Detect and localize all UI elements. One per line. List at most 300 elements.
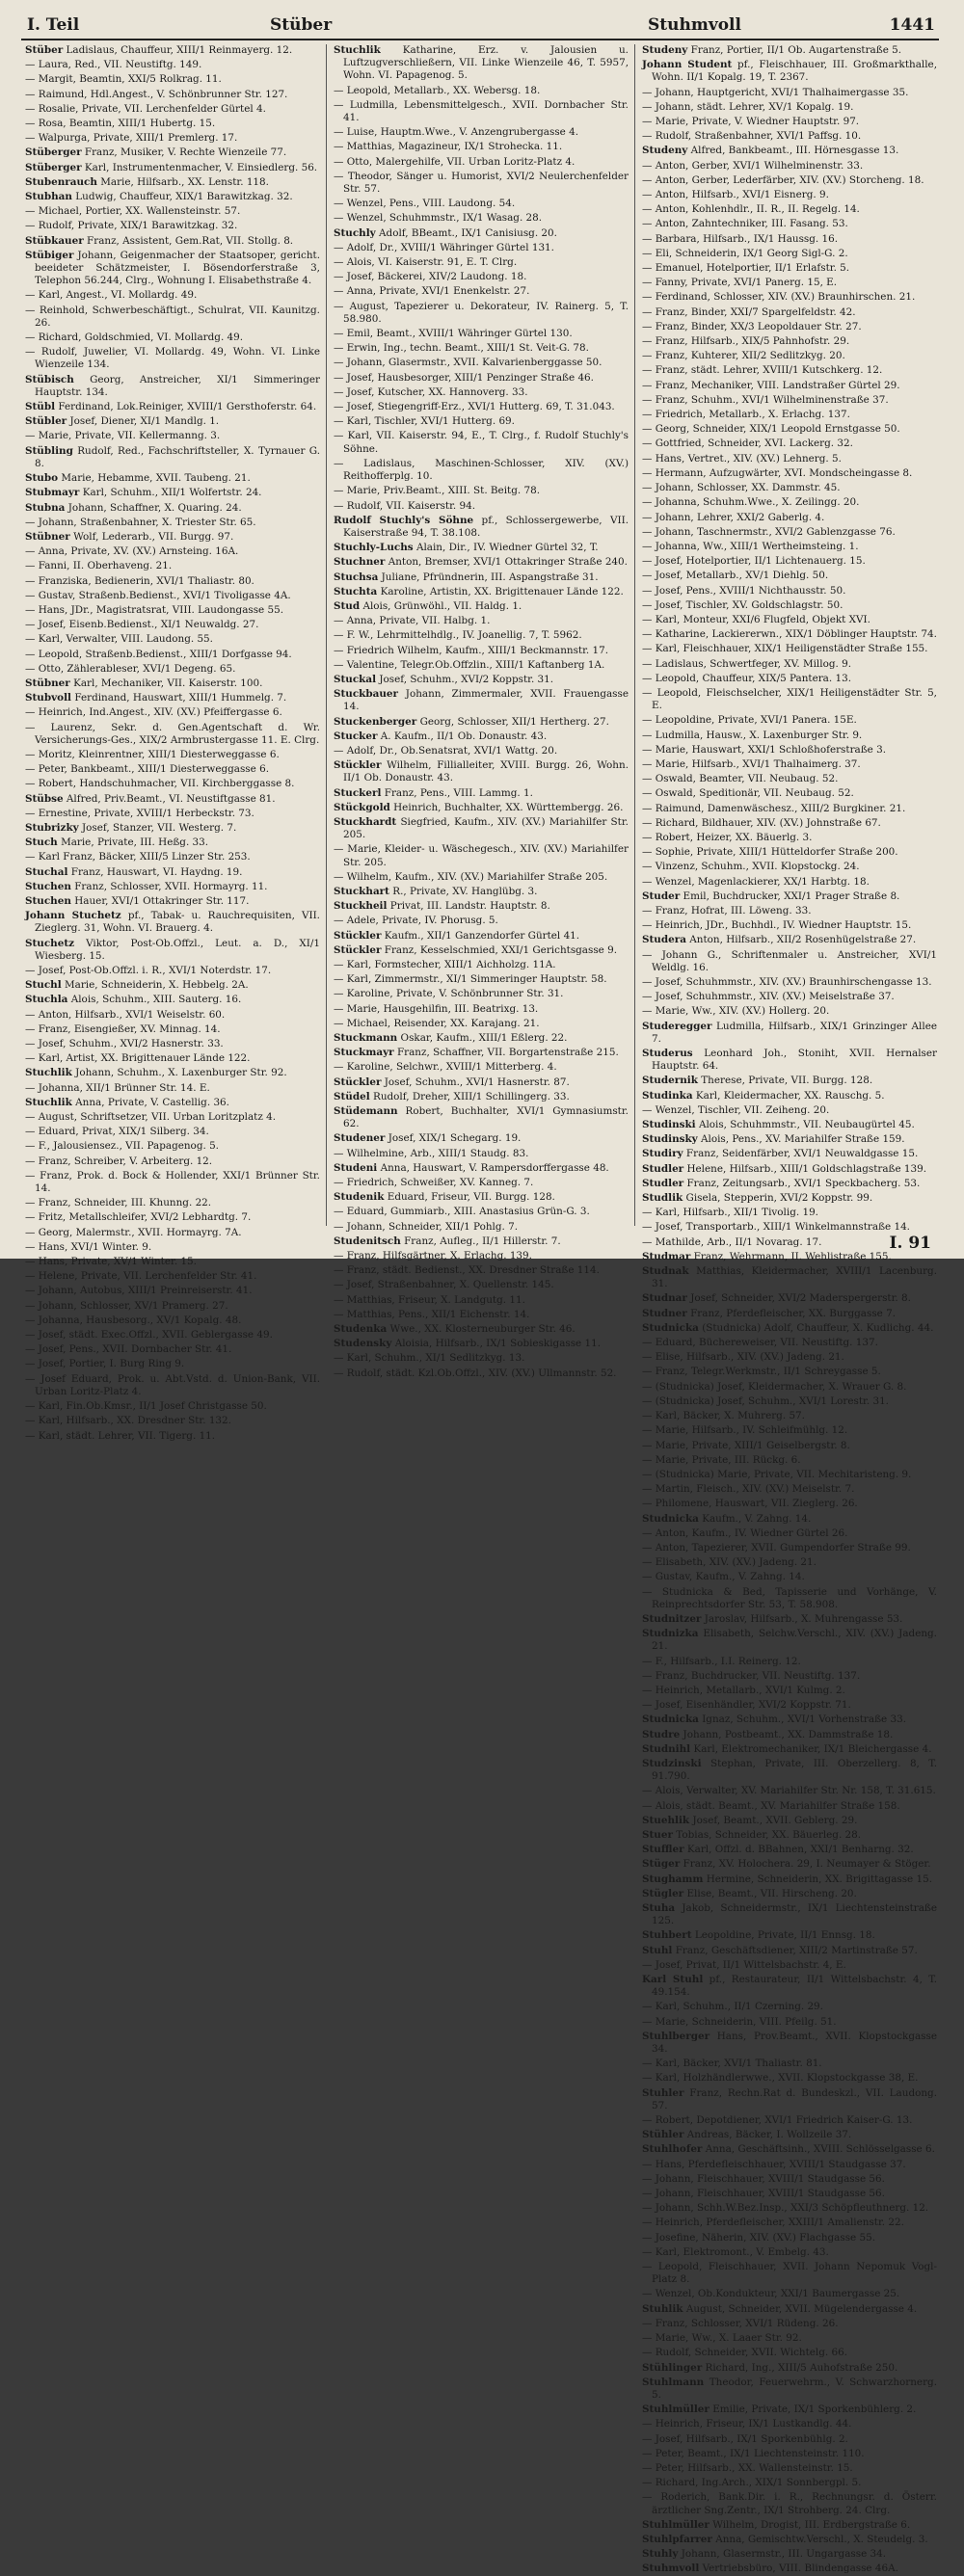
entry-details: Theodor, Feuerwehrm., V. Schwarzhornerg. 5. (652, 2376, 937, 2401)
entry-details: — Josef, Tischler, XV. Goldschlagstr. 50. (642, 598, 844, 611)
directory-entry (334, 900, 629, 913)
directory-entry (334, 1018, 629, 1030)
directory-entry (642, 1292, 937, 1305)
directory-entry (642, 1571, 937, 1583)
directory-entry (642, 1119, 937, 1131)
entry-surname: Studerus (642, 1048, 693, 1060)
directory-entry (642, 1366, 937, 1378)
entry-details: — Franz, Hofrat, III. Löweng. 33. (642, 904, 812, 916)
directory-entry (642, 730, 937, 742)
entry-surname: Stuckerl (334, 786, 382, 799)
entry-details: — Franz, Mechaniker, VIII. Landstraßer Gürtel 29. (642, 379, 900, 391)
entry-details: — Karl, Verwalter, VIII. Laudong. 55. (25, 633, 213, 646)
first-entry-heading: Stüber (270, 15, 333, 35)
directory-entry (642, 1075, 937, 1087)
entry-details: Hans, Prov.Beamt., XVII. Klopstockgasse 34. (652, 2030, 937, 2056)
directory-entry (334, 1323, 629, 1336)
entry-surname: Stuchsa (334, 571, 379, 583)
directory-entry (642, 1670, 937, 1683)
entry-details: Alois, Pens., XV. Mariahilfer Straße 159. (701, 1133, 905, 1146)
page-header (21, 13, 939, 40)
directory-entry (642, 2217, 937, 2229)
entry-details: Siegfried, Kaufm., XIV. (XV.) Mariahilfer Str. 205. (343, 815, 629, 841)
entry-details: — August, Schriftsetzer, VII. Urban Loritzplatz 4. (25, 1111, 277, 1124)
directory-entry (642, 1163, 937, 1176)
entry-details: pf., Tabak- u. Rauchrequisiten, VII. Zieglerg. 31, Wohn. VI. Brauerg. 4. (35, 910, 320, 935)
entry-details: — Georg, Malermstr., XVII. Hormayrg. 7A. (25, 1226, 242, 1238)
directory-entry (642, 1613, 937, 1626)
entry-details: — Leopold, Metallarb., XX. Webersg. 18. (334, 84, 541, 96)
directory-entry (642, 1628, 937, 1653)
directory-entry (642, 1858, 937, 1871)
directory-entry (642, 1815, 937, 1827)
entry-details: Karoline, Artistin, XX. Brigittenauer Lände 122. (380, 585, 624, 598)
entry-details: — Johann, Schh.W.Bez.Insp., XXI/3 Schöpfleuthnerg. 12. (642, 2202, 929, 2215)
entry-details: — Johann, Fleischhauer, XVIII/1 Staudgasse 56. (642, 2188, 885, 2200)
entry-details: — Johann, Fleischhauer, XVIII/1 Staudgasse 56. (642, 2172, 885, 2185)
directory-entry (25, 619, 320, 631)
entry-surname: Johann Stuchetz (25, 910, 121, 922)
directory-entry (642, 1410, 937, 1422)
entry-details: Johann, Geigenmacher der Staatsoper, gericht. beeideter Schätzmeister, I. Bösendorferstraße 3, Telephon 56.244, Clrg., Wohnung I. Elisabethstraße 4. (35, 249, 320, 287)
directory-entry (25, 445, 320, 470)
entry-surname: Stughamm (642, 1872, 704, 1885)
entry-surname: Stüber (25, 44, 64, 56)
directory-entry (25, 103, 320, 116)
directory-entry (334, 843, 629, 868)
directory-entry (642, 2433, 937, 2446)
directory-entry (642, 1902, 937, 1927)
entry-details: — Johanna, XII/1 Brünner Str. 14. E. (25, 1081, 210, 1094)
directory-entry (642, 335, 937, 348)
entry-surname: Stubenrauch (25, 175, 97, 188)
entry-details: — Marie, Kleider- u. Wäschegesch., XIV. (XV.) Mariahilfer Str. 205. (334, 843, 629, 868)
directory-entry (334, 1264, 629, 1277)
directory-entry (642, 817, 937, 830)
directory-entry (642, 1090, 937, 1102)
directory-entry (642, 905, 937, 917)
directory-entry (25, 1038, 320, 1050)
entry-details: Viktor, Post-Ob.Offzl., Leut. a. D., XI/1 Wiesberg. 15. (35, 937, 321, 962)
directory-entry (334, 816, 629, 841)
entry-details: Eduard, Friseur, VII. Burgg. 128. (387, 1191, 555, 1204)
directory-entry (642, 1178, 937, 1190)
entry-surname: Stuchner (334, 556, 386, 569)
entry-surname: Studner (642, 1307, 687, 1319)
entry-details: — Heinrich, Ind.Angest., XIV. (XV.) Pfeiffergasse 6. (25, 706, 282, 719)
entry-surname: Studnicka (642, 1512, 699, 1525)
directory-entry (334, 198, 629, 210)
directory-entry (25, 1111, 320, 1124)
directory-entry (25, 881, 320, 893)
entry-details: — Katharine, Lackiererwn., XIX/1 Döblinger Hauptstr. 74. (642, 628, 937, 641)
entry-details: — Johann G., Schriftenmaler u. Anstreicher, XVI/1 Weldlg. 16. (642, 948, 937, 973)
entry-details: — Hermann, Aufzugwärter, XVI. Mondscheingasse 8. (642, 466, 913, 479)
entry-details: Franz, Schaffner, VII. Borgartenstraße 215. (396, 1047, 619, 1059)
directory-entry (642, 2072, 937, 2085)
directory-entry (642, 2318, 937, 2330)
entry-details: Anton, Hilfsarb., XII/2 Rosenhügelstraße 27. (689, 934, 917, 946)
entry-details: — Karl Franz, Bäcker, XIII/5 Linzer Str. 253. (25, 851, 251, 863)
directory-entry (642, 1800, 937, 1813)
entry-details: Alois, Schuhm., XIII. Sauterg. 16. (70, 994, 242, 1006)
entry-details: Rudolf, Dreher, XIII/1 Schillingerg. 33. (373, 1090, 570, 1102)
directory-entry (642, 2362, 937, 2375)
entry-details: — Matthias, Friseur, X. Landgutg. 11. (334, 1293, 525, 1306)
entry-details: — Martin, Fleisch., XIV. (XV.) Meiselstr. 7. (642, 1483, 855, 1496)
entry-details: Josef, Diener, XI/1 Mandlg. 1. (69, 415, 220, 428)
directory-entry (334, 600, 629, 613)
entry-details: — Josef, Pens., XVII. Dornbacher Str. 41. (25, 1343, 232, 1356)
directory-entry (25, 837, 320, 849)
directory-entry (642, 876, 937, 889)
entry-details: — Valentine, Telegr.Ob.Offzlin., XIII/1 Kaftanberg 1A. (334, 658, 605, 671)
directory-entry (642, 1873, 937, 1886)
directory-entry (334, 227, 629, 240)
entry-surname: Studeni (334, 1161, 378, 1174)
entry-surname: Studinka (642, 1089, 693, 1102)
entry-details: — Franz, städt. Bedienst., XX. Dresdner Straße 114. (334, 1264, 600, 1277)
entry-surname: Studener (334, 1132, 386, 1145)
directory-entry (642, 832, 937, 844)
entry-details: — Karl, Hilfsarb., XII/1 Tivolig. 19. (642, 1207, 818, 1219)
directory-entry (642, 1586, 937, 1611)
entry-details: Katharine, Erz. v. Jalousien u. Luftzugverschließern, VII. Linke Wienzeile 46, T. 5957, Wohn. VI. Papagenog. 5. (343, 44, 629, 82)
entry-surname: Studinsky (642, 1133, 698, 1146)
directory-entry (25, 531, 320, 544)
directory-entry (642, 394, 937, 407)
entry-details: — Walpurga, Private, XIII/1 Premlerg. 17. (25, 132, 238, 145)
entry-details: — Friedrich, Schweißer, XV. Kanneg. 7. (334, 1177, 534, 1189)
directory-entry (642, 1104, 937, 1117)
directory-entry (642, 409, 937, 421)
directory-entry (334, 458, 629, 483)
directory-entry (334, 1032, 629, 1045)
entry-details: — Wenzel, Pens., VIII. Laudong. 54. (334, 198, 516, 210)
directory-entry (25, 176, 320, 189)
entry-details: Kaufm., XII/1 Ganzendorfer Gürtel 41. (384, 929, 580, 942)
entry-details: Leonhard Joh., Stoniht, XVII. Hernalser Hauptstr. 64. (652, 1048, 937, 1073)
entry-surname: Studmar (642, 1250, 691, 1262)
entry-details: — Leopold, Straßenb.Bedienst., XIII/1 Dorfgasse 94. (25, 648, 292, 660)
entry-surname: Stückler (334, 929, 382, 942)
entry-details: Josef, Schneider, XVI/2 Maderspergerstr. 8. (690, 1292, 911, 1305)
directory-entry (642, 1945, 937, 1957)
entry-details: — Josef, Schuhmmstr., XIV. (XV.) Braunhirschengasse 13. (642, 976, 932, 988)
entry-surname: Stuhmvoll (642, 2563, 700, 2575)
directory-entry (642, 2159, 937, 2171)
directory-entry (642, 991, 937, 1003)
entry-details: — Roderich, Bank.Dir. i. R., Rechnungsr. d. Österr. ärztlicher Sng.Zentr., IX/1 Strohberg. 24. Clrg. (642, 2491, 937, 2516)
directory-entry (642, 714, 937, 727)
directory-entry (642, 2332, 937, 2345)
entry-details: — Karl, Zimmermstr., XI/1 Simmeringer Hauptstr. 58. (334, 973, 607, 986)
entry-details: Josef, Beamt., XVII. Geblerg. 29. (692, 1814, 858, 1826)
entry-details: Anna, Gemischtw.Verschl., X. Steudelg. 3. (715, 2533, 928, 2545)
directory-entry (25, 132, 320, 145)
directory-entry (334, 1148, 629, 1160)
directory-entry (25, 1155, 320, 1168)
entry-details: — Leopold, Fleischhauer, XVII. Johann Nepomuk Vogl-Platz 8. (642, 2261, 937, 2286)
entry-details: — Adele, Private, IV. Phorusg. 5. (334, 915, 498, 927)
directory-entry (25, 965, 320, 977)
directory-entry (642, 744, 937, 757)
directory-entry (25, 677, 320, 690)
entry-details: — Ernestine, Private, XVIII/1 Herbeckstr. 73. (25, 807, 254, 819)
directory-entry (642, 1888, 937, 1900)
directory-entry (642, 1959, 937, 1972)
directory-entry (334, 141, 629, 153)
entry-details: Georg, Schlosser, XII/1 Hertherg. 27. (419, 715, 609, 728)
entry-details: Emilie, Private, IX/1 Sporkenbühlerg. 2. (712, 2403, 917, 2416)
entry-details: Jaroslav, Hilfsarb., X. Muhrengasse 53. (704, 1612, 903, 1625)
directory-entry (642, 628, 937, 641)
directory-entry (642, 2519, 937, 2532)
directory-entry (642, 1685, 937, 1697)
directory-entry (25, 895, 320, 908)
entry-details: Wilhelm, Fillialleiter, XVIII. Burgg. 26, Wohn. II/1 Ob. Donaustr. 43. (343, 759, 629, 784)
entry-surname: Stuckal (334, 673, 377, 685)
directory-entry (334, 1206, 629, 1218)
directory-entry (642, 2534, 937, 2546)
entry-surname: Stud (334, 599, 361, 612)
directory-entry (642, 2303, 937, 2316)
entry-details: — Josef, Hilfsarb., IX/1 Sporkenbühlg. 2. (642, 2432, 848, 2445)
entry-details: — Richard, Bildhauer, XIV. (XV.) Johnstraße 67. (642, 816, 881, 829)
directory-entry (25, 560, 320, 572)
directory-entry (642, 1221, 937, 1234)
entry-details: — Emil, Beamt., XVIII/1 Währinger Gürtel 130. (334, 328, 573, 340)
directory-entry (25, 191, 320, 203)
entry-details: Marie, Hebamme, XVII. Taubeng. 21. (61, 472, 251, 485)
directory-entry (642, 555, 937, 568)
directory-entry (642, 2173, 937, 2186)
directory-entry (642, 949, 937, 974)
directory-entry (334, 556, 629, 569)
directory-entry (25, 517, 320, 529)
entry-details: — Josef, Straßenbahner, X. Quellenstr. 145. (334, 1279, 554, 1291)
entry-details: Karl, Elektromechaniker, IX/1 Bleichergasse 4. (693, 1742, 932, 1755)
entry-details: Franz, XV. Holochera. 29, I. Neumayer & Stöger. (683, 1858, 931, 1871)
entry-details: Wwe., XX. Klosterneuburger Str. 46. (389, 1323, 576, 1336)
entry-details: — Karoline, Private, V. Schönbrunner Str. 31. (334, 988, 564, 1000)
directory-entry (334, 1105, 629, 1130)
entry-details: Johann, Schaffner, X. Quaring. 24. (67, 501, 242, 514)
entry-details: Franz, Wehrmann, II. Wehlistraße 155. (693, 1250, 892, 1262)
directory-entry (334, 372, 629, 385)
directory-entry (642, 976, 937, 989)
directory-entry (642, 2188, 937, 2200)
directory-entry (642, 2448, 937, 2460)
entry-details: — Marie, Hilfsarb., XVI/1 Thalhaimerg. 37. (642, 757, 861, 770)
directory-entry (334, 915, 629, 927)
entry-details: — Michael, Reisender, XX. Karajang. 21. (334, 1017, 540, 1029)
entry-surname: Stuckmayr (334, 1047, 394, 1059)
entry-details: — Rudolf, VII. Kaiserstr. 94. (334, 499, 476, 512)
directory-entry (25, 1315, 320, 1327)
directory-entry (25, 793, 320, 806)
directory-entry (334, 271, 629, 283)
entry-details: — Josef, Hotelportier, II/1 Lichtenauerg. 15. (642, 555, 866, 568)
entry-surname: Stubo (25, 472, 59, 485)
entry-details: — Rudolf, Straßenbahner, XVI/1 Paffsg. 10. (642, 130, 862, 143)
entry-surname: Stuckbauer (334, 688, 399, 701)
entry-details: pf., Schlossergewerbe, VII. Kaiserstraße 94, T. 38.108. (343, 514, 629, 539)
entry-surname: Stückler (334, 759, 382, 772)
entry-details: — Franz, Hilfsgärtner, X. Erlachg. 139. (334, 1250, 532, 1262)
entry-details: — Wenzel, Schuhmmstr., IX/1 Wasag. 28. (334, 212, 543, 225)
entry-details: — Richard, Ing.Arch., XIX/1 Sonnbergpl. 5. (642, 2477, 862, 2489)
entry-details: Franz, Seidenfärber, XVI/1 Neuwaldgasse 15. (685, 1148, 919, 1160)
entry-details: — Karl, Bäcker, X. Muhrerg. 57. (642, 1410, 805, 1422)
entry-details: Therese, Private, VII. Burgg. 128. (701, 1075, 873, 1087)
entry-details: — Josef, Privat, II/1 Wittelsbachstr. 4, E. (642, 1958, 846, 1971)
entry-surname: Studnar (642, 1292, 687, 1305)
directory-entry (334, 1309, 629, 1321)
entry-details: Alfred, Bankbeamt., III. Hörnesgasse 13. (690, 145, 899, 157)
entry-details: — Johann, Autobus, XIII/1 Preinreiserstr. 41. (25, 1285, 253, 1297)
entry-details: — Wenzel, Ob.Kondukteur, XXI/1 Baumergasse 25. (642, 2288, 900, 2300)
directory-entry (25, 604, 320, 617)
entry-details: — Leopold, Fleischselcher, XIX/1 Heiligenstädter Str. 5, E. (642, 686, 937, 712)
entry-surname: Stuckenberger (334, 715, 417, 728)
directory-entry (642, 1743, 937, 1756)
directory-entry (642, 306, 937, 319)
directory-entry (25, 374, 320, 399)
entry-details: Marie, Schneiderin, X. Hebbelg. 2A. (65, 979, 249, 992)
entry-details: — Rosalie, Private, VII. Lerchenfelder Gürtel 4. (25, 102, 266, 115)
directory-entry (642, 1192, 937, 1205)
entry-details: Alfred, Priv.Beamt., VI. Neustiftgasse 81. (66, 792, 276, 805)
entry-surname: Stuckmann (334, 1032, 398, 1045)
directory-entry (25, 1052, 320, 1065)
directory-entry (642, 512, 937, 524)
directory-entry (25, 1400, 320, 1413)
directory-entry (642, 1699, 937, 1712)
directory-entry (334, 871, 629, 884)
entry-details: — Marie, Hilfsarb., IV. Schleifmühlg. 12. (642, 1424, 848, 1437)
directory-entry (334, 1132, 629, 1145)
entry-surname: Stuhlhofer (642, 2143, 703, 2156)
entry-surname: Stübisch (25, 373, 74, 385)
directory-entry (642, 101, 937, 114)
last-entry-heading: Stuhmvoll (648, 15, 741, 35)
entry-surname: Stubvoll (25, 692, 71, 704)
directory-entry (334, 285, 629, 298)
entry-details: — Franz, Schneider, III. Khunng. 22. (25, 1197, 212, 1209)
entry-surname: Studeny (642, 44, 688, 56)
entry-details: — F. W., Lehrmittelhdlg., IV. Joanellig. 7, T. 5962. (334, 629, 582, 642)
directory-entry (334, 730, 629, 743)
entry-surname: Stuhlberger (642, 2030, 710, 2042)
directory-entry (642, 585, 937, 598)
entry-surname: Stühler (642, 2129, 684, 2141)
entry-details: — Marie, Ww., X. Laaer Str. 92. (642, 2332, 802, 2345)
entry-surname: Stuer (642, 1828, 673, 1841)
directory-entry (642, 2261, 937, 2286)
entry-surname: Stuchetz (25, 937, 75, 949)
directory-entry (25, 575, 320, 588)
entry-surname: Studnihl (642, 1742, 691, 1755)
directory-entry (334, 1191, 629, 1204)
entry-details: Andreas, Bäcker, I. Wollzeile 37. (686, 2129, 852, 2141)
directory-entry (25, 808, 320, 820)
entry-details: — Fanni, II. Oberhaveng. 21. (25, 560, 173, 572)
directory-entry (334, 1235, 629, 1248)
entry-details: — Ludmilla, Lebensmittelgesch., XVII. Dornbacher Str. 41. (334, 98, 629, 124)
entry-details: Hauer, XVI/1 Ottakringer Str. 117. (74, 894, 250, 907)
directory-entry (642, 1454, 937, 1467)
entry-details: Franz, Pens., VIII. Lammg. 1. (384, 786, 533, 799)
directory-entry (25, 633, 320, 646)
entry-details: — Rudolf, Private, XIX/1 Barawitzkag. 32. (25, 220, 238, 232)
entry-details: — Wenzel, Tischler, VII. Zeiheng. 20. (642, 1103, 830, 1116)
entry-details: — Eduard, Büchereweiser, VII. Neustiftg. 137. (642, 1337, 878, 1349)
directory-entry (334, 716, 629, 729)
directory-entry (334, 1162, 629, 1175)
entry-details: Georg, Anstreicher, XI/1 Simmeringer Hauptstr. 134. (35, 373, 320, 398)
directory-entry (25, 1415, 320, 1427)
entry-surname: Studnizka (642, 1628, 699, 1640)
column-2 (334, 44, 629, 1379)
entry-details: — Otto, Zählerableser, XVI/1 Degeng. 65. (25, 662, 236, 675)
entry-details: — Anton, Gerber, XVI/1 Wilhelminenstr. 33. (642, 159, 864, 172)
entry-details: Josef, Stanzer, VII. Westerg. 7. (82, 821, 237, 834)
entry-surname: Stübkauer (25, 234, 84, 247)
entry-details: — Johann, Glasermstr., XVII. Kalvarienberggasse 50. (334, 357, 602, 369)
entry-surname: Stüberger (25, 161, 82, 173)
entry-details: — Studnicka & Bed, Tapisserie und Vorhänge, V. Reinprechtsdorfer Str. 53, T. 58.908. (642, 1585, 937, 1610)
entry-details: — Peter, Bankbeamt., XIII/1 Diesterweggasse 6. (25, 763, 269, 776)
entry-surname: Studre (642, 1728, 681, 1740)
entry-surname: Stuchlik (334, 44, 381, 56)
entry-details: — Karl, Hilfsarb., XX. Dresdner Str. 132. (25, 1415, 231, 1427)
entry-details: — Johann, Taschnermstr., XVI/2 Gablenzgasse 76. (642, 525, 896, 538)
directory-entry (642, 321, 937, 333)
entry-details: Matthias, Kleidermacher, XVIII/1 Lacenburg. 31. (652, 1265, 937, 1290)
directory-entry (642, 614, 937, 626)
entry-details: Josef, Schuhm., XVI/2 Koppstr. 31. (379, 673, 554, 685)
directory-entry (642, 919, 937, 932)
directory-entry (642, 350, 937, 362)
entry-details: — Franz, Binder, XXI/7 Spargelfeldstr. 42. (642, 305, 856, 318)
directory-entry (642, 1498, 937, 1510)
entry-details: Franz, Musiker, V. Rechte Wienzeile 77. (84, 146, 287, 159)
entry-details: — Laura, Red., VII. Neustiftg. 149. (25, 59, 202, 71)
directory-entry (642, 291, 937, 304)
directory-entry (642, 658, 937, 671)
entry-details: (Studnicka) Adolf, Chauffeur, X. Kudlichg. 44. (702, 1321, 934, 1334)
directory-entry (642, 787, 937, 800)
directory-entry (25, 305, 320, 330)
entry-surname: Studler (642, 1162, 684, 1175)
directory-entry (642, 570, 937, 582)
entry-details: — Marie, Private, VII. Kellermanng. 3. (25, 430, 221, 442)
entry-surname: Stuhly (642, 2548, 679, 2561)
entry-details: — Franz, Buchdrucker, VII. Neustiftg. 137. (642, 1669, 861, 1682)
entry-surname: Stügler (642, 1887, 684, 1899)
directory-entry (25, 430, 320, 442)
directory-entry (642, 277, 937, 289)
entry-details: — Franz, städt. Lehrer, XVIII/1 Kutschkerg. 12. (642, 364, 883, 377)
entry-details: — Vinzenz, Schuhm., XVII. Klopstockg. 24. (642, 861, 860, 873)
directory-entry (334, 242, 629, 254)
entry-details: — Friedrich, Metallarb., X. Erlachg. 137. (642, 409, 850, 421)
entry-details: — Heinrich, JDr., Buchhdl., IV. Wiedner Hauptstr. 15. (642, 919, 912, 932)
directory-entry (642, 758, 937, 771)
entry-details: — Franz, Hilfsarb., XIX/5 Pahnhofstr. 29. (642, 335, 850, 348)
entry-details: — (Studnicka) Josef, Kleidermacher, X. Wrauer G. 8. (642, 1380, 907, 1393)
